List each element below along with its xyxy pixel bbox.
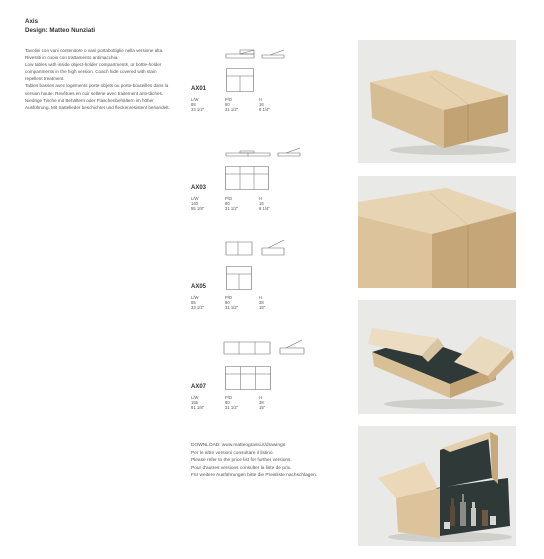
dim-pd-cm: 80	[225, 400, 230, 406]
photo-ax01-table	[358, 40, 516, 163]
dim-h-cm: 16	[259, 102, 264, 108]
dim-pd-cm: 80	[225, 300, 230, 306]
ax07-dimensions	[191, 395, 291, 411]
dim-pd-label: P/D	[225, 97, 232, 102]
download-link[interactable]: DOWNLOAD: www.matteograssi.it/drawings	[191, 443, 286, 448]
ax07-side-drawing	[222, 337, 312, 359]
ax01-dimensions	[191, 97, 291, 113]
product-description	[25, 47, 170, 111]
dim-pd-cm: 80	[225, 102, 230, 108]
model-code-ax03: AX03	[191, 185, 207, 191]
model-code-ax05: AX05	[191, 284, 207, 290]
dim-lw-label: L/W	[191, 97, 199, 102]
ax03-side-drawing	[224, 145, 314, 159]
dim-pd-in: 31 1/2"	[225, 206, 239, 212]
dim-pd-in: 31 1/2"	[225, 305, 239, 311]
ax03-dimensions	[191, 196, 291, 212]
photo-ax03-detail	[358, 176, 516, 288]
dim-pd-label: P/D	[225, 196, 232, 201]
ax05-dimensions	[191, 295, 291, 311]
ax01-side-drawing	[224, 47, 294, 61]
model-code-ax01: AX01	[191, 86, 207, 92]
ax03-plan-drawing	[225, 166, 269, 190]
dim-lw-in: 61 1/8"	[191, 405, 205, 411]
dim-lw-cm: 85	[191, 300, 196, 306]
ax01-plan-drawing	[226, 68, 254, 92]
dim-h-in: 15"	[259, 405, 266, 411]
dim-pd-in: 31 1/2"	[225, 107, 239, 113]
dim-pd-in: 31 1/2"	[225, 405, 239, 411]
designer-credit: Design: Matteo Nunziati	[25, 27, 96, 34]
ax07-plan-drawing	[225, 366, 271, 390]
dim-lw-cm: 140	[191, 201, 198, 207]
description-de: Niedrige Tische mit Behältern oder Flaschenbehältern im höher Ausführung. Mit Sattelleder beschichtet und fleckenresistent behandelt.	[25, 97, 170, 110]
dim-h-label: H	[259, 196, 263, 201]
dim-lw-in: 55 1/8"	[191, 206, 205, 212]
dim-lw-label: L/W	[191, 395, 199, 400]
dim-h-cm: 38	[259, 300, 264, 306]
dim-lw-label: L/W	[191, 196, 199, 201]
ax05-plan-drawing	[226, 266, 252, 290]
dim-lw-label: L/W	[191, 295, 199, 300]
note-it: Per le altre versioni consultare il listino.	[191, 450, 274, 456]
dim-lw-cm: 155	[191, 400, 198, 406]
dim-pd-label: P/D	[225, 395, 232, 400]
dim-h-in: 6 1/4"	[259, 107, 270, 113]
ax05-side-drawing	[224, 238, 294, 258]
dim-h-in: 6 1/4"	[259, 206, 270, 212]
dim-h-in: 15"	[259, 305, 266, 311]
photo-ax07-bar	[358, 426, 516, 546]
download-notes	[191, 442, 361, 480]
dim-lw-in: 33 1/2"	[191, 305, 205, 311]
note-en: Please refer to the price list for further versions.	[191, 458, 292, 463]
dim-pd-label: P/D	[225, 295, 232, 300]
description-it: Tavolini con vani contenitore o vani portabottiglie nella versione alta. Rivestiti in cuoio con trattamento antimacchia.	[25, 48, 164, 61]
dim-h-label: H	[259, 395, 263, 400]
photo-ax05-open	[358, 300, 516, 414]
product-name: Axis	[25, 18, 39, 25]
dim-h-label: H	[259, 97, 263, 102]
dim-lw-in: 33 1/2"	[191, 107, 205, 113]
dim-lw-cm: 85	[191, 102, 196, 108]
dim-pd-cm: 80	[225, 201, 230, 207]
description-en: Low tables with inside object-holder compartments, or bottle-holder compartments in the high version. Coach hide covered with stain repellent treatment.	[25, 62, 162, 82]
dim-h-cm: 38	[259, 400, 264, 406]
description-fr: Tables basses avec logements porte-objets ou porte-bouteilles dans la version haute. Revêtues en cuir sellerie avec traitement anti-tâches.	[25, 83, 169, 96]
model-code-ax07: AX07	[191, 384, 207, 390]
note-de: Für weitere Ausführungen bitte die Preisliste nachschlagen.	[191, 473, 318, 478]
dim-h-label: H	[259, 295, 263, 300]
note-fr: Pour d'autres versions consulter la liste de prix.	[191, 465, 292, 471]
dim-h-cm: 16	[259, 201, 264, 207]
